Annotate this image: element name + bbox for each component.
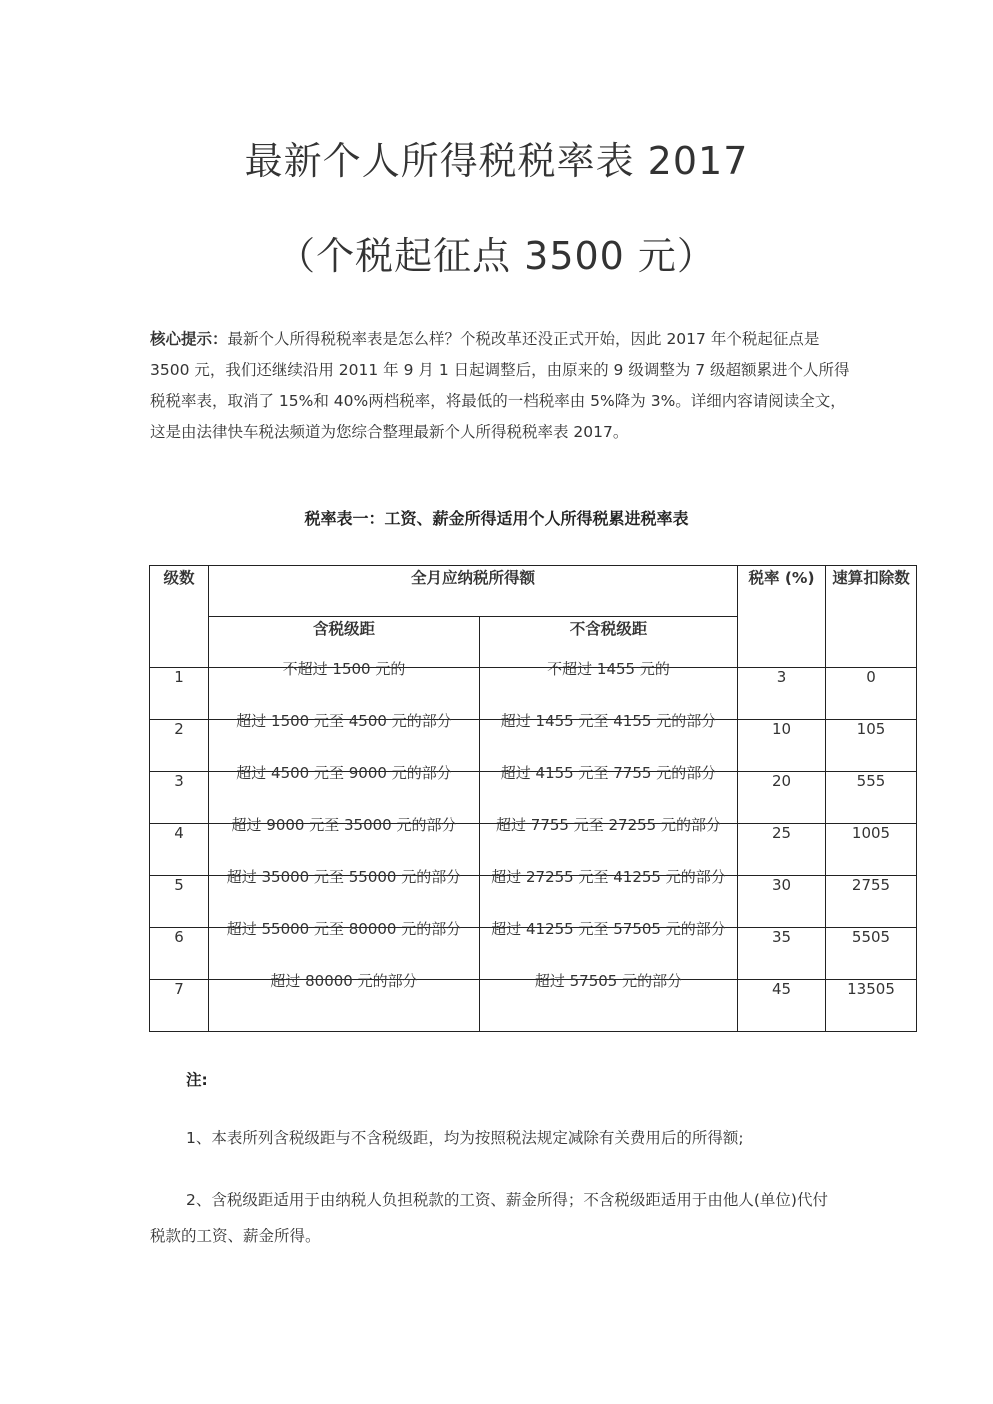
cell-level: 1 (150, 668, 209, 720)
cell-deduction: 555 (826, 772, 917, 824)
cell-exclusive: 不超过 1455 元的 (480, 668, 738, 720)
header-tax-inclusive: 含税级距 (209, 617, 480, 668)
cell-rate: 3 (738, 668, 826, 720)
page-title: 最新个人所得税税率表 2017 (244, 139, 749, 183)
cell-rate: 25 (738, 824, 826, 876)
page-subtitle: （个税起征点 3500 元） (277, 234, 716, 278)
header-monthly-income: 全月应纳税所得额 (209, 566, 738, 617)
intro-text: 最新个人所得税税率表是怎么样？个税改革还没正式开始，因此 2017 年个税起征点是 3500 元，我们还继续沿用 2011 年 9 月 1 日起调整后，由原来的 9 级调整为 7 级超额累进个人所得税税率表，取消了 15%和 40%两档税率，将最低的一档税率由 5%降为 3%。详细内容请阅读全文，这是由法律快车税法频道为您综合整理最新个人所得税税率表 2017。 (150, 330, 850, 441)
cell-inclusive: 不超过 1500 元的 (209, 668, 480, 720)
cell-exclusive: 超过 7755 元至 27255 元的部分 (480, 824, 738, 876)
cell-inclusive: 超过 80000 元的部分 (209, 980, 480, 1032)
cell-rate: 20 (738, 772, 826, 824)
note-item: 1、本表所列含税级距与不含税级距，均为按照税法规定减除有关费用后的所得额; (186, 1129, 744, 1147)
cell-exclusive: 超过 27255 元至 41255 元的部分 (480, 876, 738, 928)
header-tax-exclusive: 不含税级距 (480, 617, 738, 668)
cell-level: 4 (150, 824, 209, 876)
notes-title: 注: (186, 1071, 208, 1089)
cell-deduction: 1005 (826, 824, 917, 876)
cell-rate: 45 (738, 980, 826, 1032)
table-caption: 税率表一：工资、薪金所得适用个人所得税累进税率表 (304, 509, 689, 528)
cell-exclusive: 超过 4155 元至 7755 元的部分 (480, 772, 738, 824)
cell-exclusive: 超过 57505 元的部分 (480, 980, 738, 1032)
cell-rate: 10 (738, 720, 826, 772)
cell-inclusive: 超过 1500 元至 4500 元的部分 (209, 720, 480, 772)
cell-level: 6 (150, 928, 209, 980)
cell-level: 2 (150, 720, 209, 772)
cell-exclusive: 超过 41255 元至 57505 元的部分 (480, 928, 738, 980)
header-deduction: 速算扣除数 (826, 566, 917, 668)
table-row (150, 980, 917, 1032)
cell-level: 3 (150, 772, 209, 824)
cell-inclusive: 超过 35000 元至 55000 元的部分 (209, 876, 480, 928)
cell-rate: 30 (738, 876, 826, 928)
cell-deduction: 5505 (826, 928, 917, 980)
cell-deduction: 105 (826, 720, 917, 772)
cell-exclusive: 超过 1455 元至 4155 元的部分 (480, 720, 738, 772)
cell-inclusive: 超过 55000 元至 80000 元的部分 (209, 928, 480, 980)
intro-label: 核心提示： (150, 330, 228, 348)
cell-level: 5 (150, 876, 209, 928)
cell-deduction: 13505 (826, 980, 917, 1032)
cell-inclusive: 超过 4500 元至 9000 元的部分 (209, 772, 480, 824)
cell-inclusive: 超过 9000 元至 35000 元的部分 (209, 824, 480, 876)
cell-level: 7 (150, 980, 209, 1032)
tax-rate-table (149, 565, 917, 1032)
cell-deduction: 0 (826, 668, 917, 720)
intro-paragraph (150, 324, 850, 448)
note-item: 2、含税级距适用于由纳税人负担税款的工资、薪金所得；不含税级距适用于由他人(单位)代付税款的工资、薪金所得。 (150, 1191, 828, 1245)
cell-rate: 35 (738, 928, 826, 980)
header-rate: 税率 (%) (738, 566, 826, 668)
header-level: 级数 (150, 566, 209, 668)
cell-deduction: 2755 (826, 876, 917, 928)
